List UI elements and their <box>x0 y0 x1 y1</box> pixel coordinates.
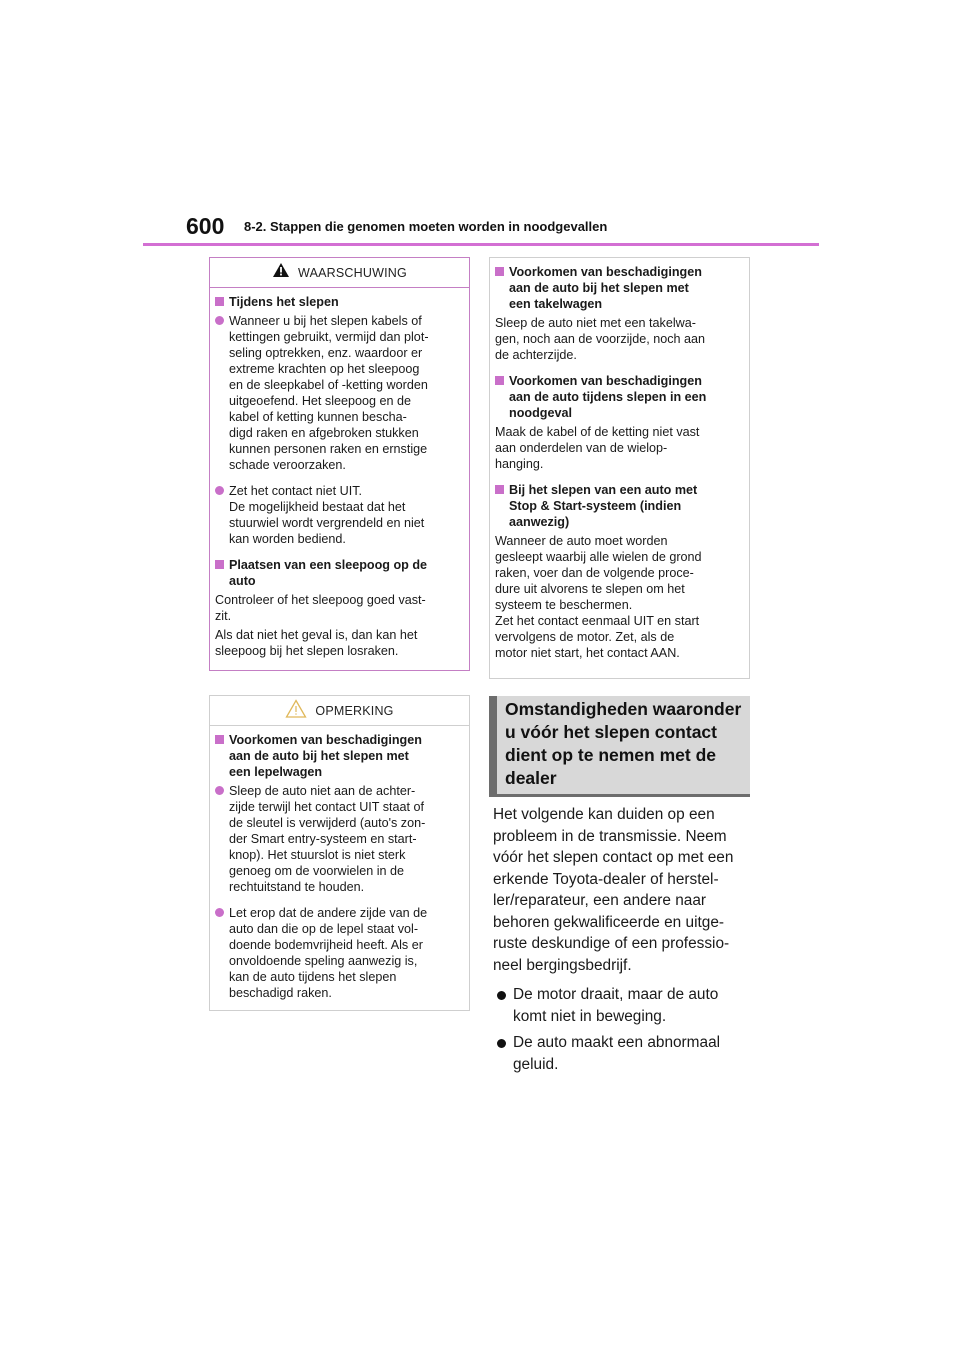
square-bullet-icon <box>495 485 504 494</box>
warning-triangle-icon <box>272 262 290 283</box>
list-item: De auto maakt een abnormaal geluid. <box>493 1032 755 1075</box>
note-subheading: Voorkomen van beschadigingen aan de auto bij het slepen met een lepelwagen <box>215 732 463 780</box>
round-bullet-icon <box>497 1039 506 1048</box>
square-bullet-icon <box>215 297 224 306</box>
round-bullet-icon <box>497 991 506 1000</box>
square-bullet-icon <box>495 376 504 385</box>
warning-paragraph: Als dat niet het geval is, dan kan het sleepoog bij het slepen losraken. <box>215 628 418 658</box>
round-bullet-icon <box>215 486 224 495</box>
warning-subheading: Plaatsen van een sleepoog op de auto <box>215 557 463 589</box>
info-paragraph: Sleep de auto niet met een takelwa- gen, noch aan de voorzijde, noch aan de achterzijde. <box>495 316 706 362</box>
note-box-title: OPMERKING <box>315 703 394 718</box>
square-bullet-icon <box>215 560 224 569</box>
info-subheading: Voorkomen van beschadigingen aan de auto bij het slepen met een takelwagen <box>495 264 743 312</box>
square-bullet-icon <box>215 735 224 744</box>
info-paragraph: Maak de kabel of de ketting niet vast aan onderdelen van de wielop- hanging. <box>495 425 700 471</box>
warning-bullet: Wanneer u bij het slepen kabels of kettingen gebruikt, vermijd dan plot- seling optrekken, enz. waardoor er extreme krachten op het sleepoog en de sleepkabel of -ketting worden uitgeoefend. Het sleepoog en de kabel of ketting kunnen bescha- digd raken en afgebroken stukken kunnen personen raken en ernstige schade veroorzaken. <box>215 313 463 473</box>
warning-box-header <box>210 258 469 288</box>
note-bullet: Sleep de auto niet aan de achter- zijde terwijl het contact UIT staat of de sleutel is verwijderd (auto's zon- der Smart entry-systeem en start- knop). Het stuurslot is niet sterk genoeg om de voorwielen in de rechtuitstand te houden. <box>215 783 463 895</box>
note-box-header <box>210 696 469 726</box>
warning-bullet: Zet het contact niet UIT. De mogelijkheid bestaat dat het stuurwiel wordt vergrendeld en niet kan worden bediend. <box>215 483 463 547</box>
note-box <box>209 695 470 1011</box>
warning-subheading: Tijdens het slepen <box>215 294 463 310</box>
page-number: 600 <box>186 213 225 239</box>
main-bullet-list <box>493 984 755 1080</box>
section-title: 8-2. Stappen die genomen moeten worden in noodgevallen <box>244 219 608 234</box>
section-heading: Omstandigheden waaronder u vóór het slepen contact dient op te nemen met de dealer <box>489 696 750 797</box>
warning-box <box>209 257 470 671</box>
list-item: De motor draait, maar de auto komt niet in beweging. <box>493 984 755 1027</box>
info-subheading: Voorkomen van beschadigingen aan de auto tijdens slepen in een noodgeval <box>495 373 743 421</box>
info-box <box>489 257 750 679</box>
warning-box-title: WAARSCHUWING <box>298 265 407 280</box>
round-bullet-icon <box>215 316 224 325</box>
square-bullet-icon <box>495 267 504 276</box>
round-bullet-icon <box>215 908 224 917</box>
header-divider <box>143 243 819 246</box>
info-subheading: Bij het slepen van een auto met Stop & Start-systeem (indien aanwezig) <box>495 482 743 530</box>
body-paragraph: Het volgende kan duiden op een probleem in de transmissie. Neem vóór het slepen contact op met een erkende Toyota-dealer of herstel- ler/reparateur, een andere naar behoren gekwalificeerde en uitge- ruste deskundige of een professio- neel bergingsbedrijf. <box>493 806 734 974</box>
warning-paragraph: Controleer of het sleepoog goed vast- zit. <box>215 593 426 623</box>
note-bullet: Let erop dat de andere zijde van de auto dan die op de lepel staat vol- doende bodemvrijheid heeft. Als er onvoldoende speling aanwezig is, kan de auto tijdens het slepen beschadigd raken. <box>215 905 463 1001</box>
info-paragraph: Wanneer de auto moet worden gesleept waarbij alle wielen de grond raken, voer dan de volgende proce- dure uit alvorens te slepen om het systeem te beschermen. Zet het contact eenmaal UIT en start vervolgens de motor. Zet, als de motor niet start, het contact AAN. <box>495 534 702 660</box>
caution-triangle-outline-icon <box>285 699 307 723</box>
round-bullet-icon <box>215 786 224 795</box>
